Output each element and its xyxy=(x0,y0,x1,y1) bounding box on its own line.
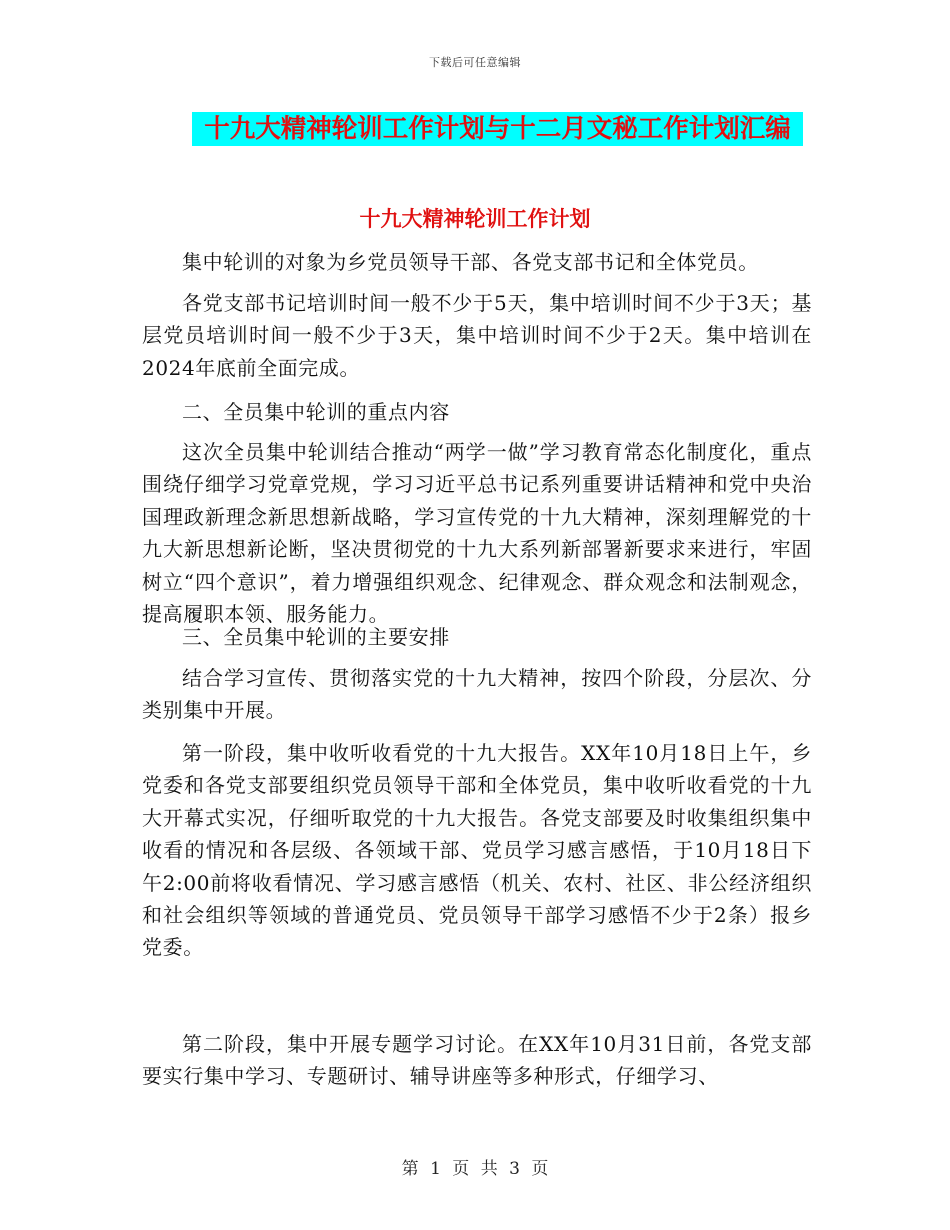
paragraph-training-duration: 各党支部书记培训时间一般不少于5天，集中培训时间不少于3天；基层党员培训时间一般不少于3天，集中培训时间不少于2天。集中培训在2024年底前全面完成。 xyxy=(142,291,812,380)
section-title: 十九大精神轮训工作计划 xyxy=(359,207,591,231)
heading-main-arrangement: 三、全员集中轮训的主要安排 xyxy=(182,625,450,649)
document-title: 十九大精神轮训工作计划与十二月文秘工作计划汇编 xyxy=(204,114,791,144)
paragraph-arrangement-overview: 结合学习宣传、贯彻落实党的十九大精神，按四个阶段，分层次、分类别集中开展。 xyxy=(142,666,812,723)
paragraph-training-targets: 集中轮训的对象为乡党员领导干部、各党支部书记和全体党员。 xyxy=(182,250,759,274)
heading-key-content: 二、全员集中轮训的重点内容 xyxy=(182,400,450,424)
paragraph-key-content: 这次全员集中轮训结合推动“两学一做”学习教育常态化制度化，重点围绕仔细学习党章党规，学习习近平总书记系列重要讲话精神和党中央治国理政新理念新思想新战略，学习宣传党的十九大精神，深刻理解党的十九大新思想新论断，坚决贯彻党的十九大系列新部署新要求来进行，牢固树立“四个意识”，着力增强组织观念、纪律观念、群众观念和法制观念，提高履职本领、服务能力。 xyxy=(142,440,812,627)
header-note: 下载后可任意编辑 xyxy=(429,56,521,69)
page-footer: 第 1 页 共 3 页 xyxy=(401,1159,549,1179)
paragraph-stage-one: 第一阶段，集中收听收看党的十九大报告。XX年10月18日上午，乡党委和各党支部要组织党员领导干部和全体党员，集中收听收看党的十九大开幕式实况，仔细听取党的十九大报告。各党支部要及时收集组织集中收看的情况和各层级、各领域干部、党员学习感言感悟，于10月18日下午2:00前将收看情况、学习感言感悟（机关、农村、社区、非公经济组织和社会组织等领域的普通党员、党员领导干部学习感悟不少于2条）报乡党委。 xyxy=(142,741,812,960)
paragraph-stage-two: 第二阶段，集中开展专题学习讨论。在XX年10月31日前，各党支部要实行集中学习、专题研讨、辅导讲座等多种形式，仔细学习、 xyxy=(142,1032,812,1089)
document-title-highlight xyxy=(192,112,803,146)
